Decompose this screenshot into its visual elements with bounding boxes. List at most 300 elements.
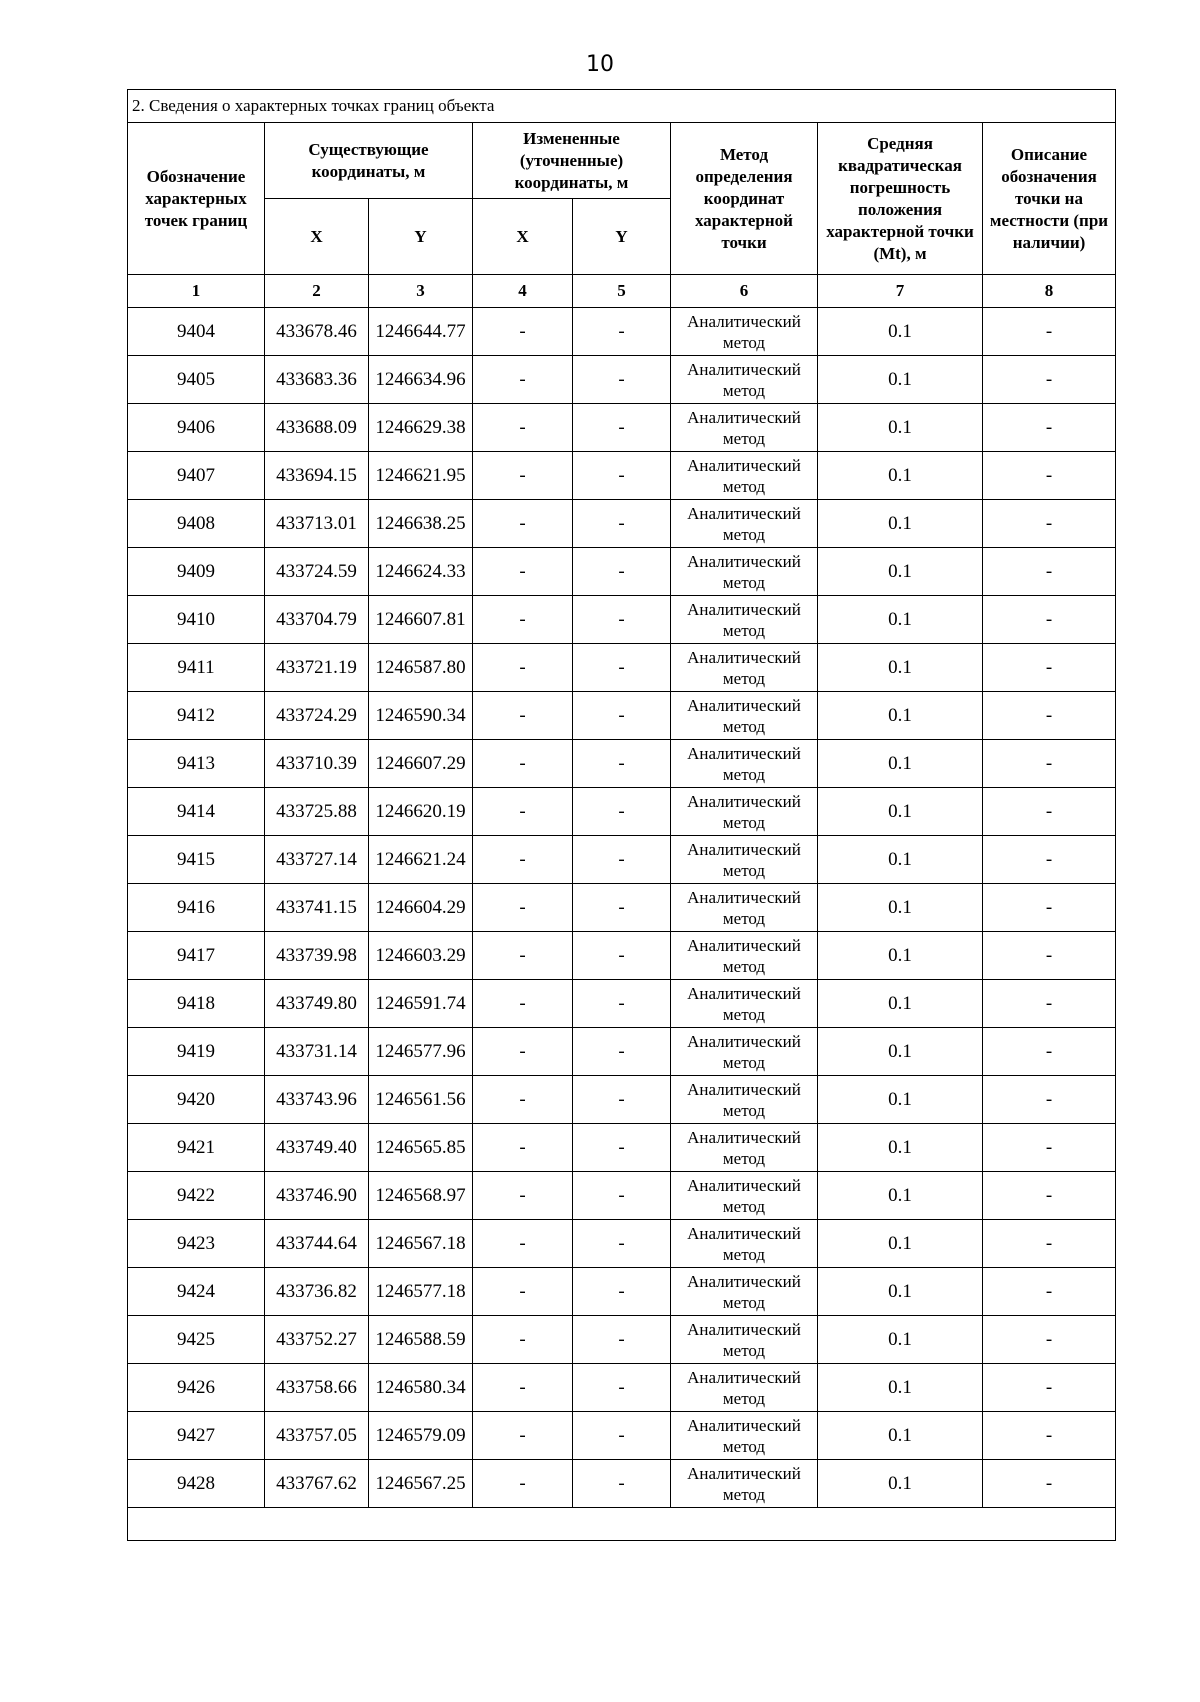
existing-x-cell: 433713.01 [265, 500, 369, 548]
error-cell: 0.1 [818, 1076, 983, 1124]
method-line2: метод [722, 380, 766, 400]
description-cell: - [983, 788, 1116, 836]
point-id-cell: 9415 [128, 836, 265, 884]
changed-x-cell: - [473, 548, 573, 596]
description-cell: - [983, 1076, 1116, 1124]
method-line1: Аналитический [687, 839, 801, 859]
method-line2: метод [722, 1052, 766, 1072]
method-line2: метод [722, 524, 766, 544]
method-line2: метод [722, 668, 766, 688]
existing-x-cell: 433724.59 [265, 548, 369, 596]
empty-footer-cell [128, 1508, 1116, 1541]
existing-y-cell: 1246603.29 [369, 932, 473, 980]
method-cell [671, 740, 818, 788]
method-line1: Аналитический [687, 935, 801, 955]
method-cell [671, 452, 818, 500]
method-line2: метод [722, 1292, 766, 1312]
method-line2: метод [722, 1388, 766, 1408]
point-id-cell: 9414 [128, 788, 265, 836]
changed-y-cell: - [573, 548, 671, 596]
table-row [128, 884, 1116, 932]
point-id-cell: 9422 [128, 1172, 265, 1220]
existing-y-cell: 1246604.29 [369, 884, 473, 932]
method-line1: Аналитический [687, 1463, 801, 1483]
description-cell: - [983, 404, 1116, 452]
column-number: 3 [369, 275, 473, 308]
description-cell: - [983, 1412, 1116, 1460]
error-cell: 0.1 [818, 644, 983, 692]
header-existing-x: X [265, 199, 369, 275]
column-numbers-row [128, 275, 1116, 308]
method-cell [671, 548, 818, 596]
method-cell [671, 1028, 818, 1076]
table-row [128, 836, 1116, 884]
method-line1: Аналитический [687, 455, 801, 475]
existing-x-cell: 433744.64 [265, 1220, 369, 1268]
error-cell: 0.1 [818, 356, 983, 404]
page-number: 10 [586, 52, 614, 77]
changed-y-cell: - [573, 1460, 671, 1508]
error-cell: 0.1 [818, 692, 983, 740]
changed-x-cell: - [473, 1028, 573, 1076]
changed-x-cell: - [473, 1364, 573, 1412]
description-cell: - [983, 1028, 1116, 1076]
changed-x-cell: - [473, 1460, 573, 1508]
table-row [128, 740, 1116, 788]
error-cell: 0.1 [818, 1364, 983, 1412]
error-cell: 0.1 [818, 1268, 983, 1316]
changed-x-cell: - [473, 884, 573, 932]
point-id-cell: 9416 [128, 884, 265, 932]
method-line1: Аналитический [687, 791, 801, 811]
method-cell [671, 1316, 818, 1364]
description-cell: - [983, 836, 1116, 884]
table-row [128, 644, 1116, 692]
changed-y-cell: - [573, 1268, 671, 1316]
existing-x-cell: 433678.46 [265, 308, 369, 356]
description-cell: - [983, 1124, 1116, 1172]
method-line1: Аналитический [687, 1031, 801, 1051]
point-id-cell: 9424 [128, 1268, 265, 1316]
existing-x-cell: 433727.14 [265, 836, 369, 884]
column-number: 8 [983, 275, 1116, 308]
error-cell: 0.1 [818, 1172, 983, 1220]
header-changed-coordinates: Измененные (уточненные) координаты, м [473, 123, 671, 199]
method-line1: Аналитический [687, 1319, 801, 1339]
changed-y-cell: - [573, 1220, 671, 1268]
method-line2: метод [722, 332, 766, 352]
method-cell [671, 1364, 818, 1412]
method-line1: Аналитический [687, 359, 801, 379]
method-line2: метод [722, 716, 766, 736]
table-row [128, 404, 1116, 452]
changed-x-cell: - [473, 740, 573, 788]
existing-x-cell: 433683.36 [265, 356, 369, 404]
table-row [128, 356, 1116, 404]
changed-x-cell: - [473, 1124, 573, 1172]
method-cell [671, 308, 818, 356]
description-cell: - [983, 1460, 1116, 1508]
point-id-cell: 9423 [128, 1220, 265, 1268]
description-cell: - [983, 692, 1116, 740]
description-cell: - [983, 1172, 1116, 1220]
changed-y-cell: - [573, 596, 671, 644]
error-cell: 0.1 [818, 1124, 983, 1172]
table-row [128, 1172, 1116, 1220]
method-line2: метод [722, 1100, 766, 1120]
method-line1: Аналитический [687, 743, 801, 763]
table-row [128, 452, 1116, 500]
existing-x-cell: 433704.79 [265, 596, 369, 644]
points-table-body [128, 308, 1116, 1508]
point-id-cell: 9412 [128, 692, 265, 740]
table-row [128, 1076, 1116, 1124]
existing-x-cell: 433749.80 [265, 980, 369, 1028]
existing-y-cell: 1246561.56 [369, 1076, 473, 1124]
method-line1: Аналитический [687, 599, 801, 619]
header-existing-y: Y [369, 199, 473, 275]
description-cell: - [983, 308, 1116, 356]
changed-y-cell: - [573, 692, 671, 740]
table-row [128, 692, 1116, 740]
point-id-cell: 9417 [128, 932, 265, 980]
changed-x-cell: - [473, 1316, 573, 1364]
point-id-cell: 9407 [128, 452, 265, 500]
method-cell [671, 356, 818, 404]
error-cell: 0.1 [818, 1220, 983, 1268]
header-changed-y: Y [573, 199, 671, 275]
method-cell [671, 1172, 818, 1220]
point-id-cell: 9409 [128, 548, 265, 596]
existing-x-cell: 433757.05 [265, 1412, 369, 1460]
description-cell: - [983, 644, 1116, 692]
changed-x-cell: - [473, 1076, 573, 1124]
changed-y-cell: - [573, 356, 671, 404]
method-cell [671, 980, 818, 1028]
error-cell: 0.1 [818, 1412, 983, 1460]
error-cell: 0.1 [818, 884, 983, 932]
existing-x-cell: 433725.88 [265, 788, 369, 836]
method-cell [671, 1124, 818, 1172]
method-cell [671, 1460, 818, 1508]
point-id-cell: 9425 [128, 1316, 265, 1364]
section-title: 2. Сведения о характерных точках границ объекта [128, 90, 1116, 123]
existing-x-cell: 433688.09 [265, 404, 369, 452]
existing-x-cell: 433724.29 [265, 692, 369, 740]
existing-y-cell: 1246568.97 [369, 1172, 473, 1220]
changed-x-cell: - [473, 788, 573, 836]
method-line1: Аналитический [687, 1175, 801, 1195]
changed-x-cell: - [473, 692, 573, 740]
existing-x-cell: 433746.90 [265, 1172, 369, 1220]
changed-x-cell: - [473, 308, 573, 356]
method-cell [671, 1220, 818, 1268]
point-id-cell: 9406 [128, 404, 265, 452]
method-cell [671, 932, 818, 980]
description-cell: - [983, 980, 1116, 1028]
method-line1: Аналитический [687, 311, 801, 331]
point-id-cell: 9413 [128, 740, 265, 788]
method-line1: Аналитический [687, 551, 801, 571]
changed-x-cell: - [473, 980, 573, 1028]
description-cell: - [983, 740, 1116, 788]
error-cell: 0.1 [818, 452, 983, 500]
method-line2: метод [722, 1148, 766, 1168]
changed-y-cell: - [573, 980, 671, 1028]
boundary-points-table [127, 89, 1116, 1541]
existing-x-cell: 433741.15 [265, 884, 369, 932]
changed-x-cell: - [473, 596, 573, 644]
changed-y-cell: - [573, 308, 671, 356]
method-cell [671, 404, 818, 452]
method-cell [671, 836, 818, 884]
existing-x-cell: 433749.40 [265, 1124, 369, 1172]
existing-y-cell: 1246624.33 [369, 548, 473, 596]
existing-y-cell: 1246567.25 [369, 1460, 473, 1508]
existing-x-cell: 433739.98 [265, 932, 369, 980]
changed-y-cell: - [573, 1364, 671, 1412]
header-changed-x: X [473, 199, 573, 275]
existing-y-cell: 1246567.18 [369, 1220, 473, 1268]
changed-x-cell: - [473, 356, 573, 404]
existing-y-cell: 1246588.59 [369, 1316, 473, 1364]
method-line1: Аналитический [687, 647, 801, 667]
table-row [128, 1460, 1116, 1508]
existing-x-cell: 433743.96 [265, 1076, 369, 1124]
point-id-cell: 9426 [128, 1364, 265, 1412]
existing-y-cell: 1246565.85 [369, 1124, 473, 1172]
table-row [128, 548, 1116, 596]
method-cell [671, 1268, 818, 1316]
method-line2: метод [722, 1436, 766, 1456]
changed-y-cell: - [573, 1076, 671, 1124]
method-line2: метод [722, 764, 766, 784]
changed-x-cell: - [473, 452, 573, 500]
column-number: 5 [573, 275, 671, 308]
error-cell: 0.1 [818, 836, 983, 884]
existing-y-cell: 1246629.38 [369, 404, 473, 452]
method-line2: метод [722, 1484, 766, 1504]
point-id-cell: 9419 [128, 1028, 265, 1076]
method-line1: Аналитический [687, 1415, 801, 1435]
error-cell: 0.1 [818, 1028, 983, 1076]
existing-x-cell: 433767.62 [265, 1460, 369, 1508]
header-existing-coordinates: Существующие координаты, м [265, 123, 473, 199]
method-line1: Аналитический [687, 407, 801, 427]
point-id-cell: 9410 [128, 596, 265, 644]
description-cell: - [983, 452, 1116, 500]
method-line2: метод [722, 620, 766, 640]
description-cell: - [983, 596, 1116, 644]
existing-x-cell: 433758.66 [265, 1364, 369, 1412]
description-cell: - [983, 1364, 1116, 1412]
existing-y-cell: 1246577.18 [369, 1268, 473, 1316]
header-description: Описание обозначения точки на местности (при наличии) [983, 123, 1116, 275]
point-id-cell: 9404 [128, 308, 265, 356]
column-number: 1 [128, 275, 265, 308]
table-row [128, 1268, 1116, 1316]
changed-x-cell: - [473, 644, 573, 692]
existing-y-cell: 1246577.96 [369, 1028, 473, 1076]
existing-y-cell: 1246579.09 [369, 1412, 473, 1460]
changed-y-cell: - [573, 500, 671, 548]
point-id-cell: 9408 [128, 500, 265, 548]
error-cell: 0.1 [818, 500, 983, 548]
method-line2: метод [722, 812, 766, 832]
error-cell: 0.1 [818, 1316, 983, 1364]
point-id-cell: 9411 [128, 644, 265, 692]
method-cell [671, 884, 818, 932]
existing-x-cell: 433731.14 [265, 1028, 369, 1076]
existing-y-cell: 1246591.74 [369, 980, 473, 1028]
method-line1: Аналитический [687, 1223, 801, 1243]
table-row [128, 1124, 1116, 1172]
error-cell: 0.1 [818, 788, 983, 836]
point-id-cell: 9428 [128, 1460, 265, 1508]
error-cell: 0.1 [818, 548, 983, 596]
method-line1: Аналитический [687, 1271, 801, 1291]
description-cell: - [983, 548, 1116, 596]
method-cell [671, 1412, 818, 1460]
description-cell: - [983, 356, 1116, 404]
method-line2: метод [722, 476, 766, 496]
table-row [128, 1028, 1116, 1076]
existing-y-cell: 1246644.77 [369, 308, 473, 356]
method-line1: Аналитический [687, 695, 801, 715]
error-cell: 0.1 [818, 980, 983, 1028]
point-id-cell: 9418 [128, 980, 265, 1028]
method-line1: Аналитический [687, 983, 801, 1003]
table-row [128, 1364, 1116, 1412]
existing-y-cell: 1246587.80 [369, 644, 473, 692]
method-line1: Аналитический [687, 503, 801, 523]
description-cell: - [983, 884, 1116, 932]
description-cell: - [983, 500, 1116, 548]
method-line1: Аналитический [687, 1127, 801, 1147]
table-row [128, 1220, 1116, 1268]
description-cell: - [983, 1316, 1116, 1364]
existing-x-cell: 433752.27 [265, 1316, 369, 1364]
method-line2: метод [722, 1004, 766, 1024]
error-cell: 0.1 [818, 308, 983, 356]
existing-y-cell: 1246621.95 [369, 452, 473, 500]
existing-y-cell: 1246590.34 [369, 692, 473, 740]
point-id-cell: 9405 [128, 356, 265, 404]
changed-x-cell: - [473, 1412, 573, 1460]
table-row [128, 1412, 1116, 1460]
header-error: Средняя квадратическая погрешность положения характерной точки (Mt), м [818, 123, 983, 275]
changed-x-cell: - [473, 404, 573, 452]
error-cell: 0.1 [818, 404, 983, 452]
changed-y-cell: - [573, 452, 671, 500]
changed-y-cell: - [573, 884, 671, 932]
table-row [128, 308, 1116, 356]
description-cell: - [983, 932, 1116, 980]
error-cell: 0.1 [818, 740, 983, 788]
header-method: Метод определения координат характерной точки [671, 123, 818, 275]
table-row [128, 500, 1116, 548]
column-number: 4 [473, 275, 573, 308]
changed-y-cell: - [573, 1124, 671, 1172]
error-cell: 0.1 [818, 932, 983, 980]
existing-x-cell: 433710.39 [265, 740, 369, 788]
point-id-cell: 9427 [128, 1412, 265, 1460]
changed-y-cell: - [573, 1412, 671, 1460]
existing-y-cell: 1246621.24 [369, 836, 473, 884]
existing-y-cell: 1246607.81 [369, 596, 473, 644]
changed-y-cell: - [573, 788, 671, 836]
method-line1: Аналитический [687, 887, 801, 907]
table-row [128, 788, 1116, 836]
method-line2: метод [722, 1244, 766, 1264]
changed-x-cell: - [473, 836, 573, 884]
method-line2: метод [722, 860, 766, 880]
method-line2: метод [722, 572, 766, 592]
table-row [128, 980, 1116, 1028]
existing-x-cell: 433736.82 [265, 1268, 369, 1316]
changed-x-cell: - [473, 932, 573, 980]
method-cell [671, 500, 818, 548]
changed-y-cell: - [573, 1028, 671, 1076]
method-cell [671, 692, 818, 740]
method-line2: метод [722, 428, 766, 448]
changed-y-cell: - [573, 404, 671, 452]
existing-y-cell: 1246620.19 [369, 788, 473, 836]
method-line2: метод [722, 1340, 766, 1360]
changed-y-cell: - [573, 740, 671, 788]
point-id-cell: 9420 [128, 1076, 265, 1124]
method-cell [671, 644, 818, 692]
changed-x-cell: - [473, 500, 573, 548]
table-row [128, 596, 1116, 644]
changed-x-cell: - [473, 1172, 573, 1220]
method-cell [671, 1076, 818, 1124]
error-cell: 0.1 [818, 596, 983, 644]
table-row [128, 932, 1116, 980]
description-cell: - [983, 1220, 1116, 1268]
column-number: 7 [818, 275, 983, 308]
method-line2: метод [722, 956, 766, 976]
existing-y-cell: 1246638.25 [369, 500, 473, 548]
existing-y-cell: 1246607.29 [369, 740, 473, 788]
method-line2: метод [722, 1196, 766, 1216]
changed-y-cell: - [573, 836, 671, 884]
method-line2: метод [722, 908, 766, 928]
column-number: 2 [265, 275, 369, 308]
point-id-cell: 9421 [128, 1124, 265, 1172]
changed-x-cell: - [473, 1220, 573, 1268]
changed-y-cell: - [573, 932, 671, 980]
changed-y-cell: - [573, 1172, 671, 1220]
column-number: 6 [671, 275, 818, 308]
method-line1: Аналитический [687, 1367, 801, 1387]
changed-y-cell: - [573, 1316, 671, 1364]
existing-y-cell: 1246634.96 [369, 356, 473, 404]
header-designation: Обозначение характерных точек границ [128, 123, 265, 275]
existing-y-cell: 1246580.34 [369, 1364, 473, 1412]
changed-x-cell: - [473, 1268, 573, 1316]
existing-x-cell: 433694.15 [265, 452, 369, 500]
existing-x-cell: 433721.19 [265, 644, 369, 692]
empty-footer-row [128, 1508, 1116, 1541]
changed-y-cell: - [573, 644, 671, 692]
method-line1: Аналитический [687, 1079, 801, 1099]
method-cell [671, 788, 818, 836]
table-row [128, 1316, 1116, 1364]
error-cell: 0.1 [818, 1460, 983, 1508]
method-cell [671, 596, 818, 644]
description-cell: - [983, 1268, 1116, 1316]
